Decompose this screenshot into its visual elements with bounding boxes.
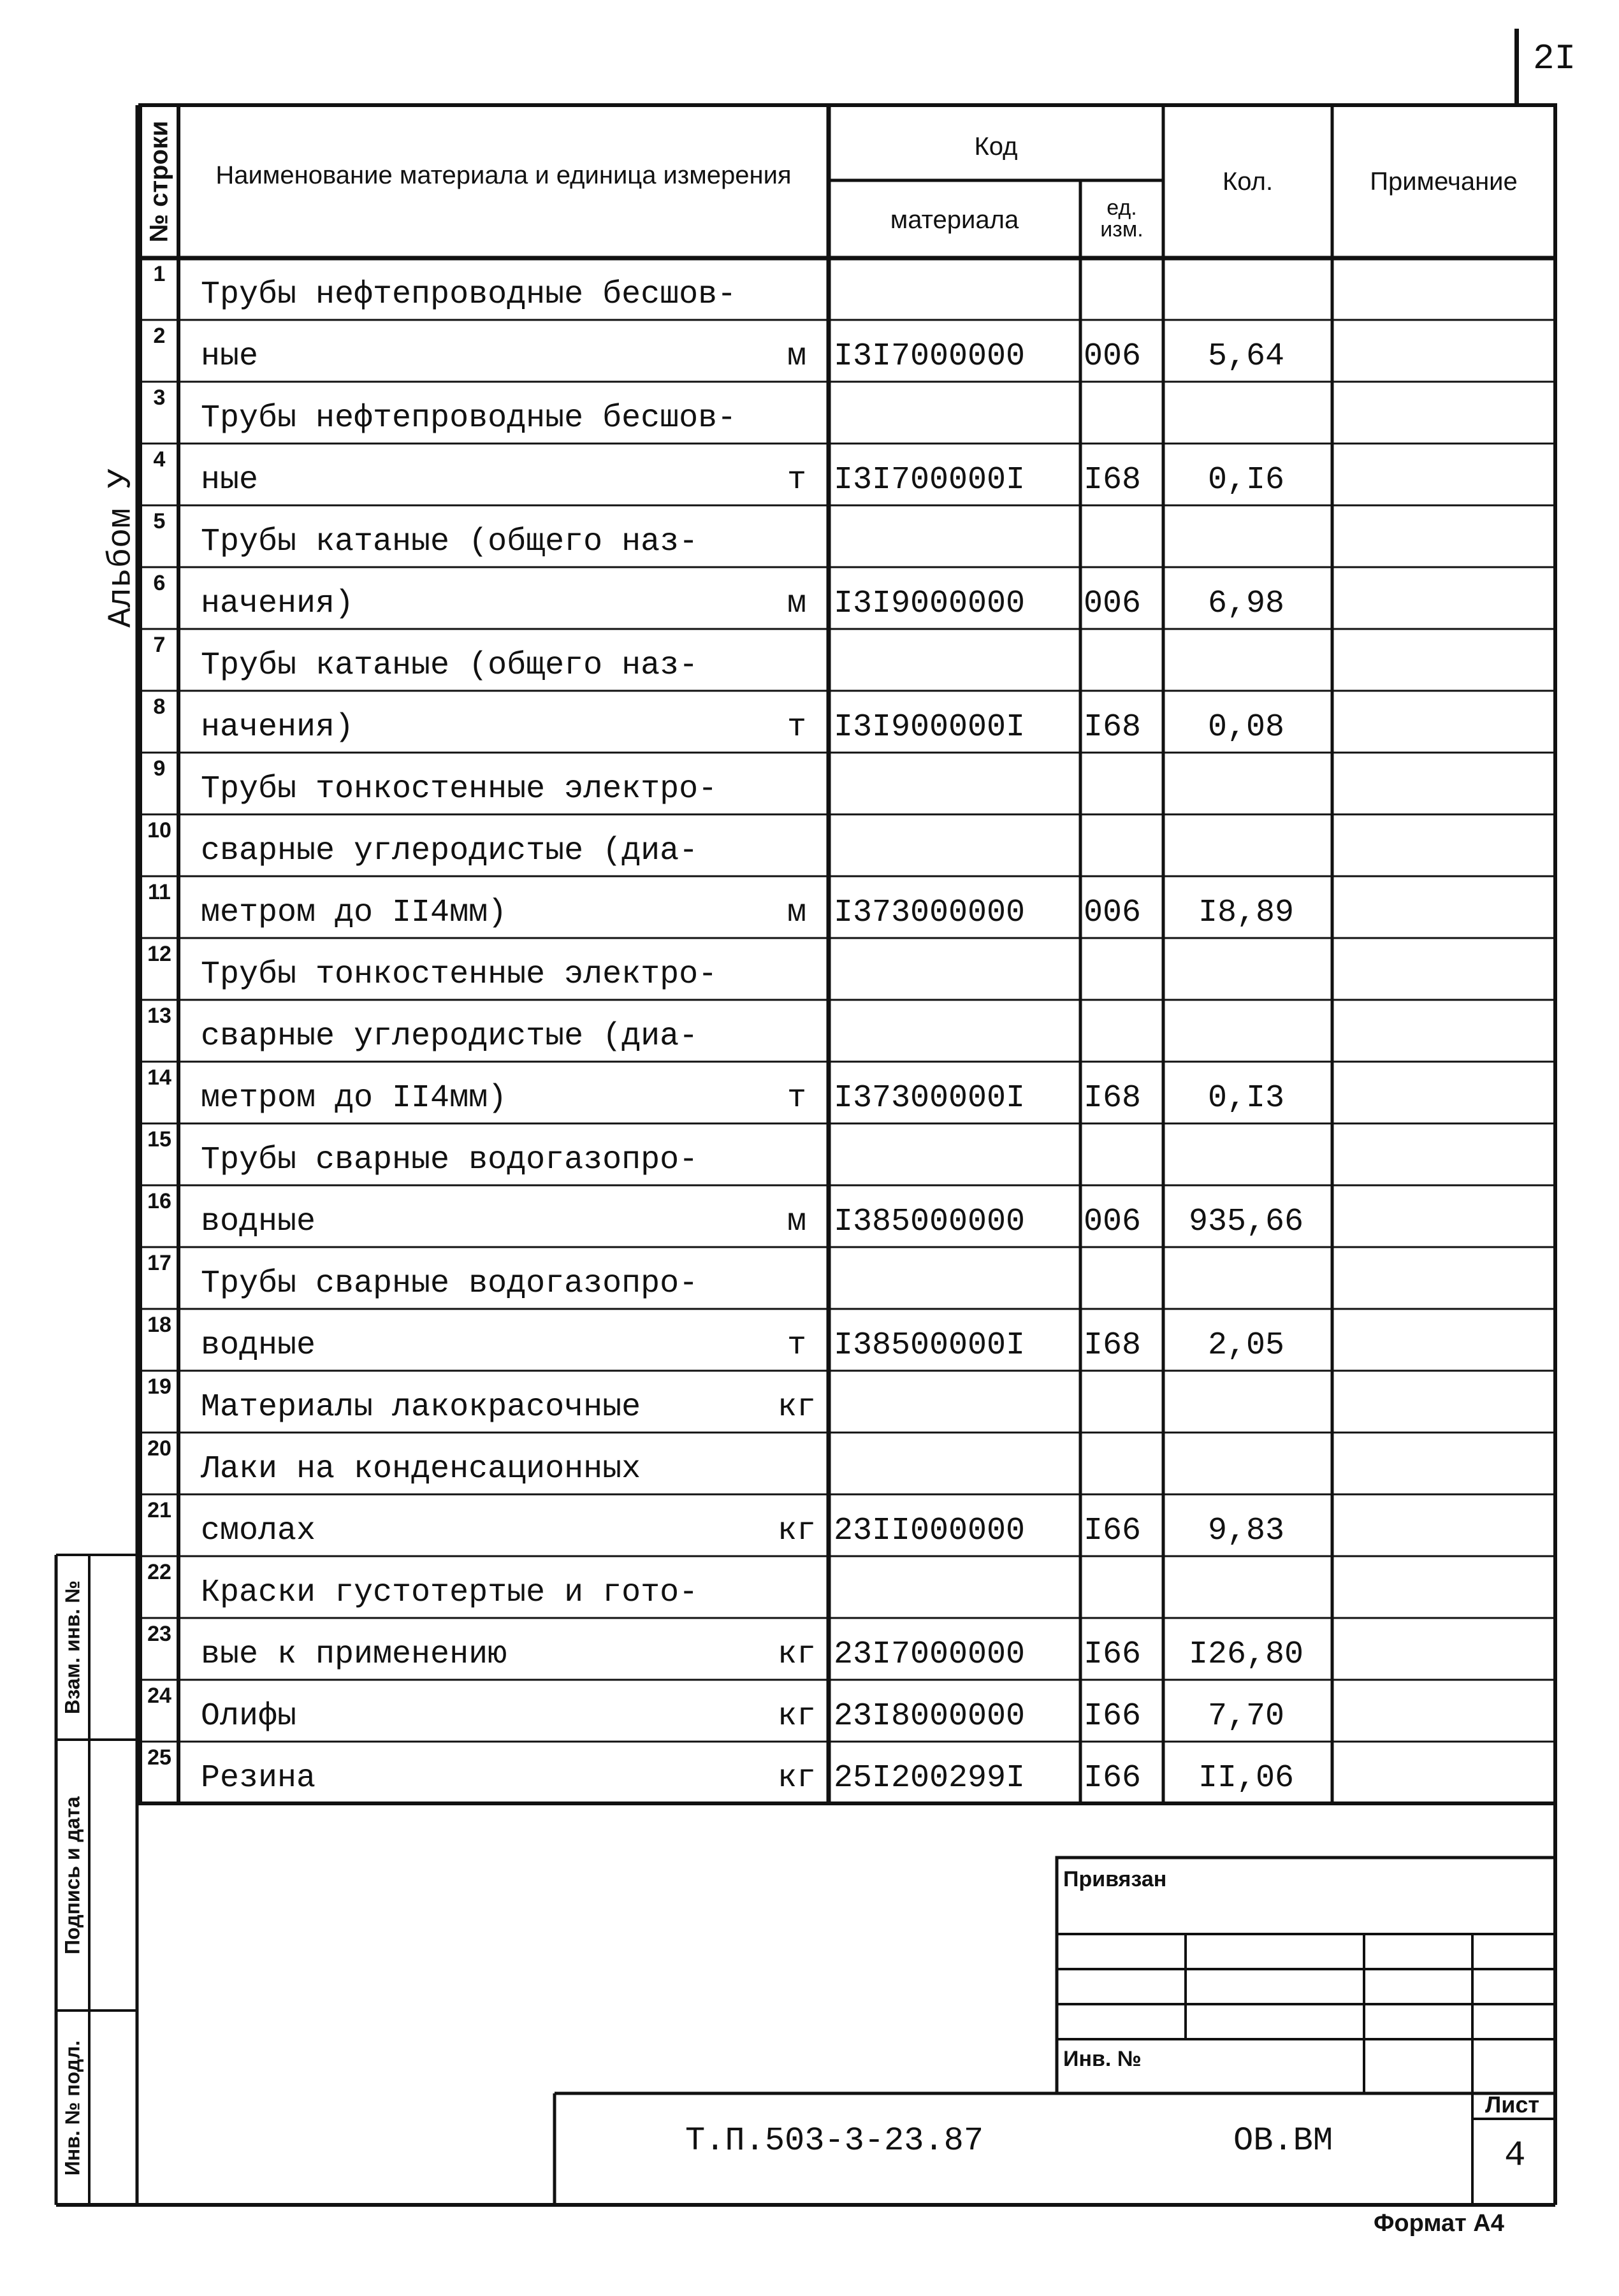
unit-code: I68 — [1084, 1080, 1142, 1116]
row-number: 5 — [153, 509, 166, 533]
quantity: II,06 — [1198, 1760, 1295, 1796]
quantity: I26,80 — [1188, 1636, 1304, 1673]
material-name: смолах — [201, 1513, 316, 1549]
stamp-sign-date: Подпись и дата — [61, 1796, 84, 1954]
measure-unit: м — [787, 895, 806, 931]
material-name: Резина — [201, 1760, 316, 1796]
material-name: ные — [201, 338, 259, 375]
header-note: Примечание — [1370, 168, 1518, 196]
header-row-number: № строки — [145, 120, 173, 243]
sheet-label: Лист — [1485, 2091, 1540, 2118]
measure-unit: м — [787, 1204, 806, 1240]
bound-label: Привязан — [1063, 1867, 1167, 1891]
material-name: сварные углеродистые (диа- — [201, 1018, 699, 1055]
material-code: I37300000I — [834, 1080, 1026, 1116]
stamp-replace-inv: Взам. инв. № — [61, 1580, 84, 1714]
quantity: 6,98 — [1207, 586, 1285, 622]
unit-code: I68 — [1084, 1327, 1142, 1364]
document-code: Т.П.503-3-23.87 — [685, 2122, 984, 2160]
row-number: 3 — [153, 386, 166, 410]
document-suffix: ОВ.ВМ — [1233, 2122, 1333, 2160]
material-name: Трубы тонкостенные электро- — [201, 957, 718, 993]
material-name: начения) — [201, 709, 354, 746]
row-number: 1 — [153, 262, 166, 286]
unit-code: I66 — [1084, 1760, 1142, 1796]
material-name: метром до II4мм) — [201, 1080, 507, 1116]
measure-unit: т — [787, 709, 806, 746]
material-name: вые к применению — [201, 1636, 507, 1673]
material-name: водные — [201, 1327, 316, 1364]
inv-no-label: Инв. № — [1063, 2047, 1142, 2071]
material-name: Краски густотертые и гото- — [201, 1575, 699, 1611]
row-number: 12 — [147, 942, 171, 966]
row-number: 14 — [147, 1065, 171, 1090]
page-number: 2I — [1533, 38, 1576, 79]
material-name: метром до II4мм) — [201, 895, 507, 931]
material-name: водные — [201, 1204, 316, 1240]
row-number: 8 — [153, 695, 166, 719]
header-material-code: материала — [890, 206, 1019, 234]
quantity: 935,66 — [1188, 1204, 1304, 1240]
material-name: сварные углеродистые (диа- — [201, 833, 699, 869]
sheet-value: 4 — [1504, 2135, 1526, 2176]
material-name: Трубы сварные водогазопро- — [201, 1142, 699, 1178]
measure-unit: кг — [777, 1636, 816, 1673]
material-code: I3I7000000 — [834, 338, 1026, 375]
material-name: Олифы — [201, 1698, 297, 1735]
unit-code: I66 — [1084, 1636, 1142, 1673]
material-name: Трубы нефтепроводные бесшов- — [201, 277, 737, 313]
material-code: 23I8000000 — [834, 1698, 1026, 1735]
unit-code: 006 — [1084, 1204, 1142, 1240]
quantity: 0,I6 — [1207, 462, 1285, 498]
row-number: 10 — [147, 818, 171, 842]
measure-unit: кг — [777, 1698, 816, 1735]
quantity: 9,83 — [1207, 1513, 1285, 1549]
row-number: 19 — [147, 1375, 171, 1399]
row-number: 6 — [153, 571, 166, 595]
row-number: 13 — [147, 1004, 171, 1028]
quantity: I8,89 — [1198, 895, 1295, 931]
material-code: 25I200299I — [834, 1760, 1026, 1796]
quantity: 0,I3 — [1207, 1080, 1285, 1116]
material-name: начения) — [201, 586, 354, 622]
album-label: Альбом У — [102, 468, 140, 628]
row-number: 22 — [147, 1560, 171, 1584]
material-code: 23I7000000 — [834, 1636, 1026, 1673]
unit-code: I66 — [1084, 1513, 1142, 1549]
header-material-name: Наименование материала и единица измерения — [215, 161, 792, 189]
measure-unit: т — [787, 1327, 806, 1364]
row-number: 17 — [147, 1251, 171, 1275]
material-code: I38500000I — [834, 1327, 1026, 1364]
unit-code: 006 — [1084, 895, 1142, 931]
measure-unit: м — [787, 586, 806, 622]
row-number: 21 — [147, 1498, 171, 1522]
material-name: Материалы лакокрасочные — [201, 1389, 641, 1426]
material-code: I385000000 — [834, 1204, 1026, 1240]
row-number: 25 — [147, 1745, 171, 1770]
quantity: 5,64 — [1207, 338, 1285, 375]
row-number: 4 — [153, 447, 166, 472]
row-number: 15 — [147, 1127, 171, 1152]
quantity: 2,05 — [1207, 1327, 1285, 1364]
row-number: 7 — [153, 633, 166, 657]
row-number: 24 — [147, 1684, 171, 1708]
measure-unit: м — [787, 338, 806, 375]
header-quantity: Кол. — [1222, 168, 1274, 196]
row-number: 16 — [147, 1189, 171, 1213]
row-number: 11 — [148, 880, 171, 904]
row-number: 2 — [153, 324, 166, 348]
material-code: I3I9000000 — [834, 586, 1026, 622]
measure-unit: кг — [777, 1389, 816, 1426]
paper-format: Формат А4 — [1374, 2210, 1504, 2237]
material-name: Трубы катаные (общего наз- — [201, 647, 699, 684]
material-name: Трубы нефтепроводные бесшов- — [201, 400, 737, 437]
unit-code: I66 — [1084, 1698, 1142, 1735]
material-code: I373000000 — [834, 895, 1026, 931]
material-code: 23II000000 — [834, 1513, 1026, 1549]
material-name: ные — [201, 462, 259, 498]
quantity: 0,08 — [1207, 709, 1285, 746]
row-number: 23 — [147, 1622, 171, 1646]
material-name: Трубы сварные водогазопро- — [201, 1266, 699, 1302]
material-code: I3I700000I — [834, 462, 1026, 498]
material-name: Трубы катаные (общего наз- — [201, 524, 699, 560]
row-number: 9 — [153, 756, 166, 781]
measure-unit: т — [787, 1080, 806, 1116]
header-unit-code: ед. изм. — [1100, 195, 1143, 242]
row-number: 20 — [147, 1436, 171, 1461]
header-code-group: Код — [974, 133, 1018, 161]
unit-code: 006 — [1084, 586, 1142, 622]
unit-code: 006 — [1084, 338, 1142, 375]
stamp-orig-inv: Инв. № подл. — [61, 2040, 84, 2176]
row-number: 18 — [147, 1313, 171, 1337]
measure-unit: кг — [777, 1513, 816, 1549]
material-code: I3I900000I — [834, 709, 1026, 746]
measure-unit: т — [787, 462, 806, 498]
measure-unit: кг — [777, 1760, 816, 1796]
unit-code: I68 — [1084, 462, 1142, 498]
quantity: 7,70 — [1207, 1698, 1285, 1735]
material-name: Трубы тонкостенные электро- — [201, 771, 718, 807]
material-name: Лаки на конденсационных — [201, 1451, 641, 1487]
unit-code: I68 — [1084, 709, 1142, 746]
